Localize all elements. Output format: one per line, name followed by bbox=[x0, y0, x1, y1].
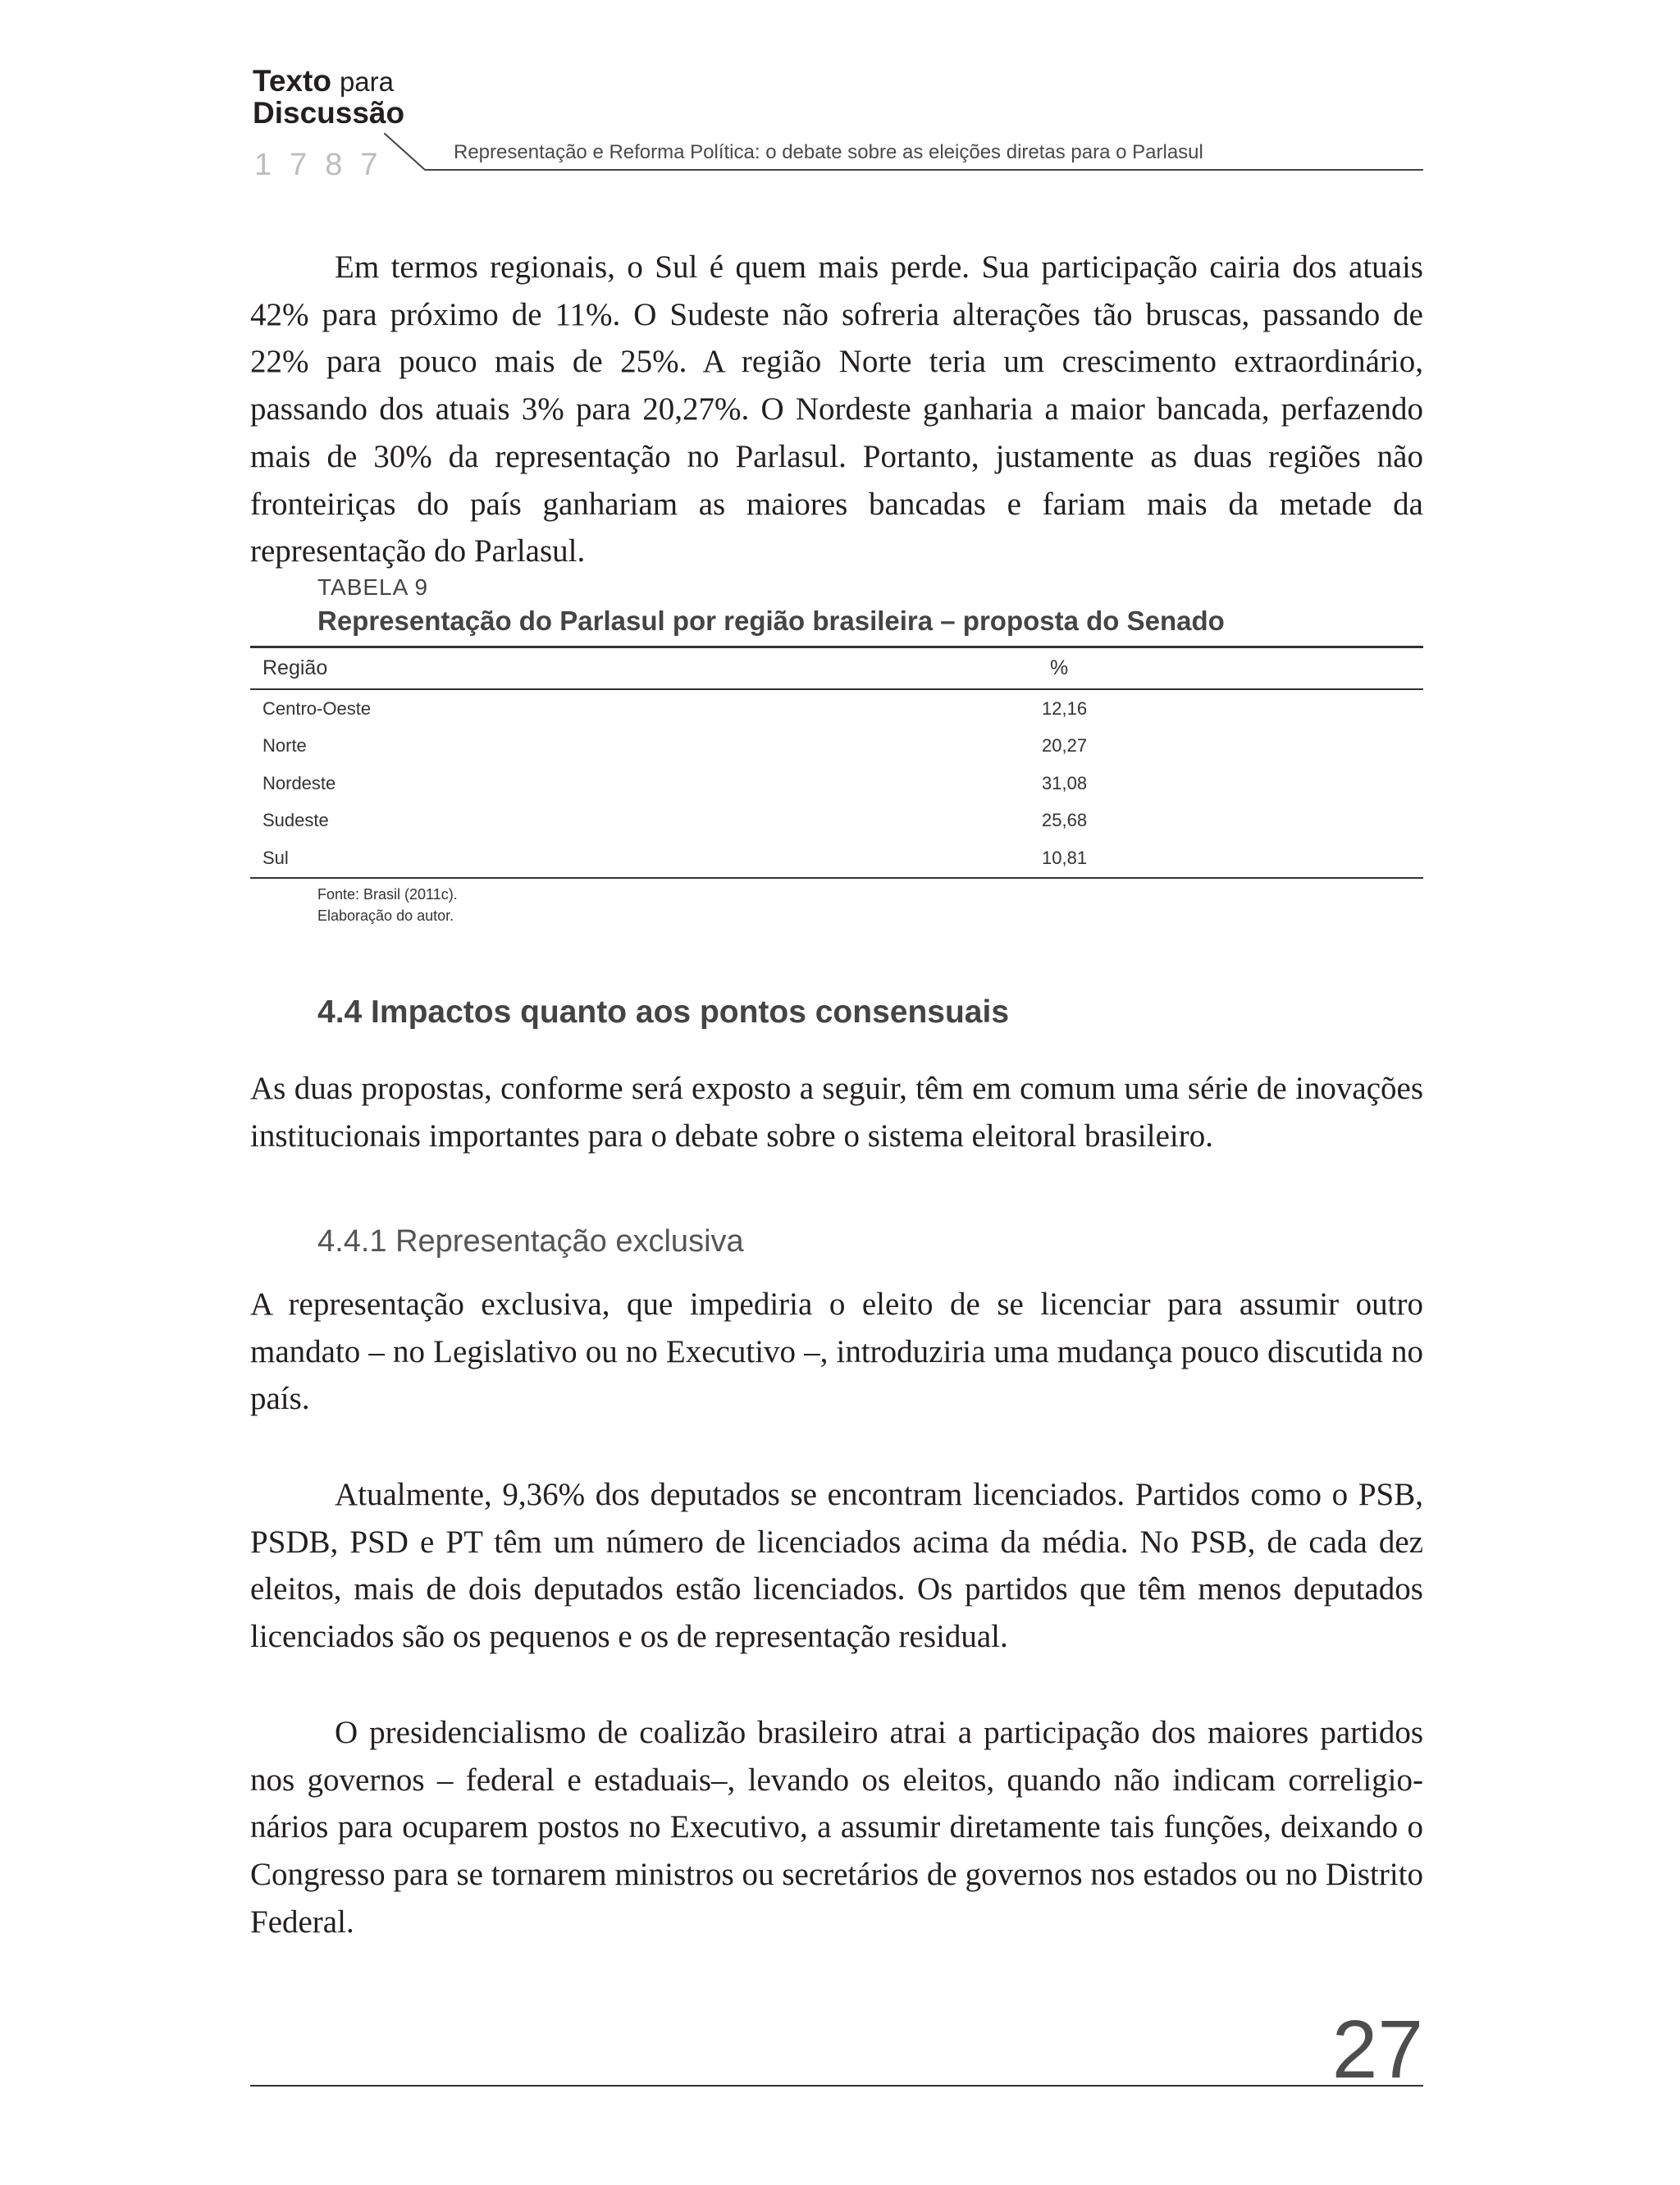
table-cell-region: Sudeste bbox=[262, 810, 329, 831]
table-header-row bbox=[250, 647, 1423, 690]
table-row bbox=[250, 728, 1423, 766]
table-cell-region: Centro-Oeste bbox=[262, 697, 372, 719]
table-author-note: Elaboração do autor. bbox=[317, 907, 454, 924]
column-header-region: Região bbox=[250, 647, 1042, 690]
table-cell-region: Norte bbox=[262, 735, 307, 757]
section-heading: 4.4 Impactos quanto aos pontos consensuais bbox=[317, 994, 1010, 1030]
page-number: 27 bbox=[1331, 2004, 1423, 2096]
series-title-line2: Discussão bbox=[253, 96, 405, 130]
table-cell-percent: 12,16 bbox=[1042, 697, 1088, 719]
series-title-bold: Texto bbox=[253, 64, 331, 98]
table-source: Fonte: Brasil (2011c). bbox=[317, 886, 458, 903]
table-cell-percent: 31,08 bbox=[1042, 772, 1088, 793]
table-cell-percent: 20,27 bbox=[1042, 735, 1088, 757]
table-cell-percent: 10,81 bbox=[1042, 839, 1423, 878]
table-row bbox=[250, 839, 1423, 878]
table-cell-region: Nordeste bbox=[262, 772, 336, 793]
running-title: Representação e Reforma Política: o debate sobre as eleições diretas para o Parlasul bbox=[454, 141, 1203, 163]
subsection-heading: 4.4.1 Representação exclusiva bbox=[317, 1224, 744, 1259]
table-label: TABELA 9 bbox=[317, 574, 429, 600]
footer-rule bbox=[250, 2085, 1423, 2087]
column-header-percent: % bbox=[1042, 647, 1423, 690]
paragraph-regional-analysis: Em termos regionais, o Sul é quem mais perde. Sua participação cairia dos atuais 42% para próximo de 11%. O Sudeste não sofreria alterações tão bruscas, passando de 22% para pouco mais de 25%. A região Norte teria um crescimento extraordinário, passando dos atuais 3% para 20,27%. O Nordeste ganharia a maior bancada, perfazendo mais de 30% da representação no Parlasul. Portanto, justamente as duas regiões não fronteiriças do país ganhariam as maiores bancadas e fariam mais da metade da representação do Parlasul. bbox=[250, 249, 1423, 569]
paragraph-exclusive-representation: A representação exclusiva, que impediria o eleito de se licenciar para assumir outro mandato – no Legislativo ou no Executivo –, introduziria uma mudança pouco discutida no país. bbox=[250, 1287, 1423, 1417]
table-row bbox=[250, 802, 1423, 840]
paragraph-coalition-presidentialism: O presidencialismo de coalizão brasileiro atrai a participação dos maiores partidos nos governos – federal e estaduais–, levando os eleitos, quando não indicam correligio-nários para ocuparem postos no Executivo, a assumir diretamente tais funções, deixando o Congresso para se tornarem ministros ou secretários de governos nos estados ou no Distrito Federal. bbox=[250, 1715, 1423, 1940]
series-title bbox=[253, 66, 404, 128]
paragraph-licensed-deputies: Atualmente, 9,36% dos deputados se encontram licenciados. Partidos como o PSB, PSDB, PSD e PT têm um número de licenciados acima da média. No PSB, de cada dez eleitos, mais de dois deputados estão licenciados. Os partidos que têm menos deputados licenciados são os pequenos e os de representação residual. bbox=[250, 1477, 1423, 1655]
table-row bbox=[250, 689, 1423, 728]
paragraph-intro-innovations: As duas propostas, conforme será exposto a seguir, têm em comum uma série de inovações institucionais importantes para o debate sobre o sistema eleitoral brasileiro. bbox=[250, 1071, 1423, 1154]
series-title-light: para bbox=[339, 66, 395, 97]
series-number: 1787 bbox=[254, 148, 396, 182]
table-title: Representação do Parlasul por região brasileira – proposta do Senado bbox=[317, 606, 1225, 636]
table-row bbox=[250, 765, 1423, 802]
table-note bbox=[317, 884, 458, 926]
data-table bbox=[250, 646, 1423, 879]
table-cell-percent: 25,68 bbox=[1042, 810, 1088, 831]
table-cell-region: Sul bbox=[250, 839, 1042, 878]
